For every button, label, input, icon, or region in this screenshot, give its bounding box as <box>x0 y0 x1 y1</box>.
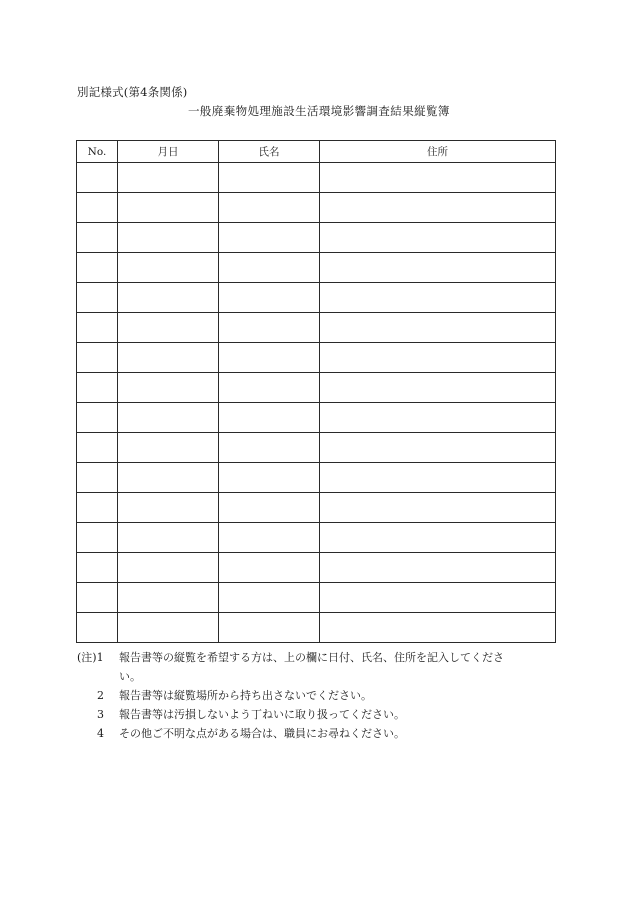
name-cell[interactable] <box>219 373 320 403</box>
no-cell[interactable] <box>77 373 118 403</box>
note-3-text: 報告書等は汚損しないよう丁ねいに取り扱ってください。 <box>119 708 405 721</box>
no-cell[interactable] <box>77 343 118 373</box>
address-cell[interactable] <box>320 313 556 343</box>
note-1-prefix: (注)1 <box>77 651 104 664</box>
table-row <box>77 493 556 523</box>
no-cell[interactable] <box>77 523 118 553</box>
address-cell[interactable] <box>320 463 556 493</box>
no-cell[interactable] <box>77 613 118 643</box>
address-cell[interactable] <box>320 523 556 553</box>
name-cell[interactable] <box>219 313 320 343</box>
table-row <box>77 583 556 613</box>
no-cell[interactable] <box>77 403 118 433</box>
name-cell[interactable] <box>219 613 320 643</box>
note-4-number: 4 <box>97 727 104 740</box>
table-row <box>77 313 556 343</box>
date-cell[interactable] <box>118 463 219 493</box>
no-cell[interactable] <box>77 583 118 613</box>
note-1-text: 報告書等の縦覧を希望する方は、上の欄に日付、氏名、住所を記入してくださ <box>119 651 504 664</box>
note-2-text: 報告書等は縦覧場所から持ち出さないでください。 <box>119 689 372 702</box>
table-row <box>77 253 556 283</box>
date-cell[interactable] <box>118 313 219 343</box>
no-cell[interactable] <box>77 463 118 493</box>
no-cell[interactable] <box>77 313 118 343</box>
note-3 <box>77 705 562 724</box>
name-cell[interactable] <box>219 163 320 193</box>
table-row <box>77 553 556 583</box>
date-cell[interactable] <box>118 283 219 313</box>
address-cell[interactable] <box>320 193 556 223</box>
table-row <box>77 223 556 253</box>
name-cell[interactable] <box>219 493 320 523</box>
address-cell[interactable] <box>320 283 556 313</box>
name-cell[interactable] <box>219 403 320 433</box>
address-cell[interactable] <box>320 583 556 613</box>
table-row <box>77 163 556 193</box>
note-3-number: 3 <box>97 708 104 721</box>
no-cell[interactable] <box>77 433 118 463</box>
name-cell[interactable] <box>219 523 320 553</box>
no-cell[interactable] <box>77 283 118 313</box>
note-4-text: その他ご不明な点がある場合は、職員にお尋ねください。 <box>119 727 405 740</box>
no-cell[interactable] <box>77 253 118 283</box>
date-cell[interactable] <box>118 193 219 223</box>
address-cell[interactable] <box>320 223 556 253</box>
table-row <box>77 613 556 643</box>
name-cell[interactable] <box>219 343 320 373</box>
form-label: 別記様式(第4条関係) <box>77 85 188 99</box>
address-cell[interactable] <box>320 253 556 283</box>
table-row <box>77 193 556 223</box>
address-cell[interactable] <box>320 553 556 583</box>
date-cell[interactable] <box>118 433 219 463</box>
no-cell[interactable] <box>77 553 118 583</box>
header-date: 月日 <box>118 141 219 163</box>
document-title: 一般廃棄物処理施設生活環境影響調査結果縦覧簿 <box>188 104 450 118</box>
notes-section <box>77 648 562 743</box>
date-cell[interactable] <box>118 253 219 283</box>
date-cell[interactable] <box>118 403 219 433</box>
note-4 <box>77 724 562 743</box>
table-body <box>77 163 556 643</box>
date-cell[interactable] <box>118 163 219 193</box>
name-cell[interactable] <box>219 283 320 313</box>
table-row <box>77 283 556 313</box>
note-1-continuation: い。 <box>119 670 141 683</box>
note-2-number: 2 <box>97 689 104 702</box>
address-cell[interactable] <box>320 163 556 193</box>
date-cell[interactable] <box>118 493 219 523</box>
date-cell[interactable] <box>118 613 219 643</box>
no-cell[interactable] <box>77 193 118 223</box>
note-2 <box>77 686 562 705</box>
table-row <box>77 373 556 403</box>
address-cell[interactable] <box>320 433 556 463</box>
note-1 <box>77 648 562 667</box>
date-cell[interactable] <box>118 223 219 253</box>
name-cell[interactable] <box>219 463 320 493</box>
table-row <box>77 463 556 493</box>
table-header-row <box>77 141 556 163</box>
date-cell[interactable] <box>118 583 219 613</box>
table-row <box>77 433 556 463</box>
no-cell[interactable] <box>77 163 118 193</box>
name-cell[interactable] <box>219 193 320 223</box>
header-no: No. <box>77 141 118 163</box>
date-cell[interactable] <box>118 523 219 553</box>
table-row <box>77 403 556 433</box>
address-cell[interactable] <box>320 343 556 373</box>
address-cell[interactable] <box>320 613 556 643</box>
name-cell[interactable] <box>219 253 320 283</box>
address-cell[interactable] <box>320 373 556 403</box>
header-address: 住所 <box>320 141 556 163</box>
name-cell[interactable] <box>219 583 320 613</box>
name-cell[interactable] <box>219 553 320 583</box>
date-cell[interactable] <box>118 373 219 403</box>
date-cell[interactable] <box>118 343 219 373</box>
register-table <box>76 140 556 643</box>
name-cell[interactable] <box>219 223 320 253</box>
table-row <box>77 523 556 553</box>
address-cell[interactable] <box>320 403 556 433</box>
no-cell[interactable] <box>77 223 118 253</box>
no-cell[interactable] <box>77 493 118 523</box>
header-name: 氏名 <box>219 141 320 163</box>
date-cell[interactable] <box>118 553 219 583</box>
table-row <box>77 343 556 373</box>
address-cell[interactable] <box>320 493 556 523</box>
name-cell[interactable] <box>219 433 320 463</box>
